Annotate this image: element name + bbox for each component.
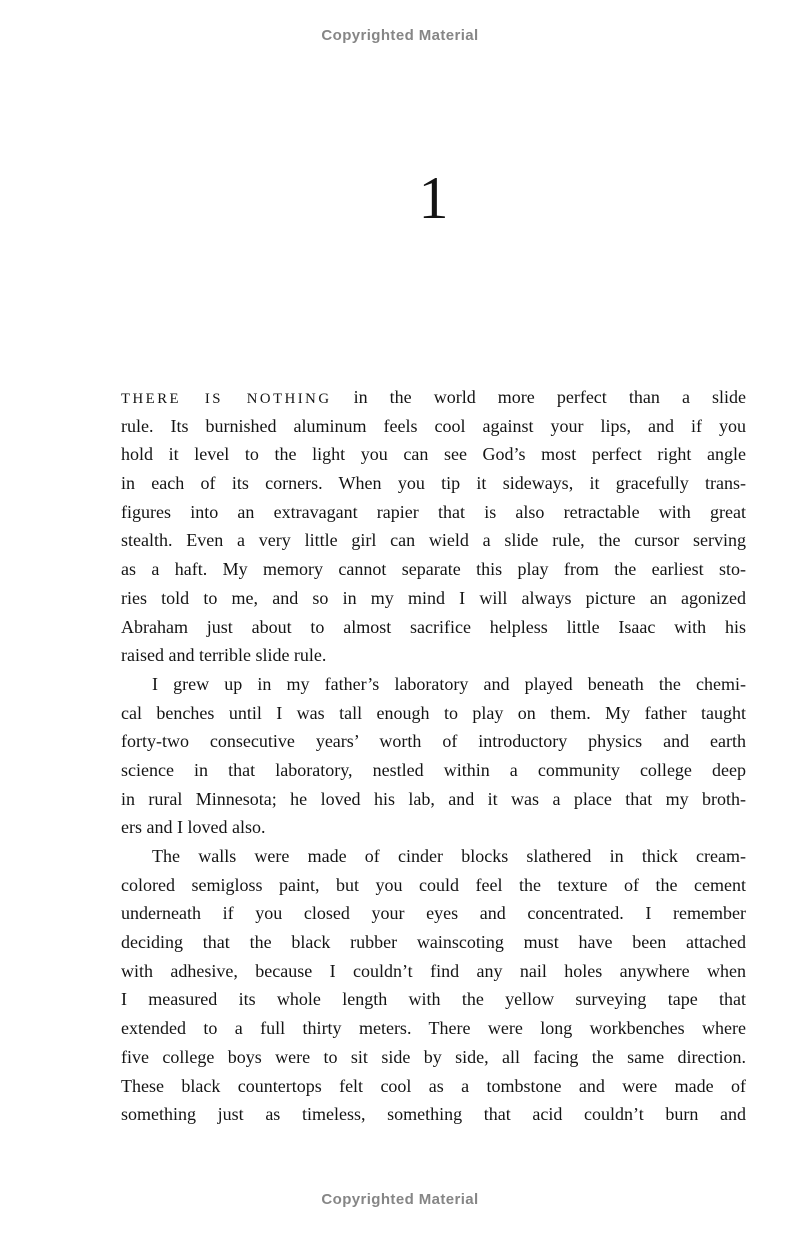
text-line: science in that laboratory, nestled within a community college deep (121, 759, 746, 780)
copyright-watermark-bottom: Copyrighted Material (321, 1191, 479, 1208)
text-line: underneath if you closed your eyes and concentrated. I remember (121, 903, 746, 924)
text-line: The walls were made of cinder blocks slathered in thick cream- (152, 846, 746, 866)
lead-in-small-caps: THERE IS NOTHING (121, 391, 332, 407)
chapter-number: 1 (418, 165, 449, 231)
paragraph (121, 383, 746, 670)
text-line: cal benches until I was tall enough to play on them. My father taught (121, 702, 746, 723)
text-line: ries told to me, and so in my mind I will always picture an agonized (121, 587, 746, 608)
text-line: stealth. Even a very little girl can wield a slide rule, the cursor serving (121, 530, 746, 551)
text-line: I grew up in my father’s laboratory and played beneath the chemi- (152, 673, 746, 694)
text-line: These black countertops felt cool as a tombstone and were made of (121, 1075, 746, 1096)
text-line: hold it level to the light you can see God’s most perfect right angle (121, 444, 746, 465)
text-line: in each of its corners. When you tip it sideways, it gracefully trans- (121, 473, 746, 494)
text-line: rule. Its burnished aluminum feels cool against your lips, and if you (121, 415, 746, 436)
text-line: colored semigloss paint, but you could feel the texture of the cement (121, 874, 746, 895)
text-line: I measured its whole length with the yellow surveying tape that (121, 989, 746, 1010)
text-line: ers and I loved also. (121, 817, 266, 838)
paragraph (121, 670, 746, 842)
copyright-watermark-top: Copyrighted Material (321, 27, 479, 44)
text-line: Abraham just about to almost sacrifice helpless little Isaac with his (121, 616, 746, 637)
text-line: in rural Minnesota; he loved his lab, and it was a place that my broth- (121, 788, 746, 809)
body-text (121, 383, 746, 1129)
text-line: as a haft. My memory cannot separate this play from the earliest sto- (121, 559, 746, 580)
text-line: extended to a full thirty meters. There were long workbenches where (121, 1018, 746, 1039)
text-line: with adhesive, because I couldn’t find any nail holes anywhere when (121, 960, 746, 981)
text-line: deciding that the black rubber wainscoting must have been attached (121, 932, 746, 953)
text-line: something just as timeless, something that acid couldn’t burn and (121, 1104, 746, 1125)
text-line: forty-two consecutive years’ worth of introductory physics and earth (121, 731, 746, 752)
paragraph (121, 842, 746, 1129)
text-line: raised and terrible slide rule. (121, 645, 327, 666)
text-line: five college boys were to sit side by side, all facing the same direction. (121, 1046, 746, 1067)
text-line: THERE IS NOTHING in the world more perfect than a slide (121, 387, 747, 407)
text-line: figures into an extravagant rapier that is also retractable with great (121, 501, 746, 522)
